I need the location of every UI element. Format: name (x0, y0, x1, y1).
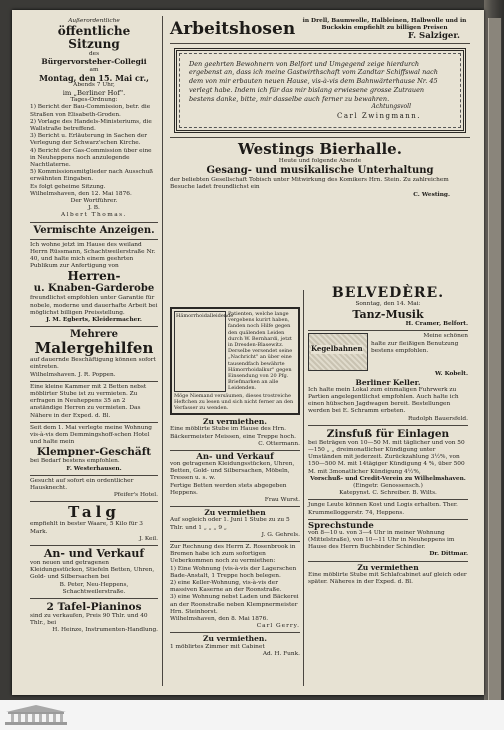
ad-signature: C. Westing. (413, 191, 450, 198)
ad-text: von 8—10 u. von 3—4 Uhr in meiner Wohnung (Mittelstraße), von 10—11 Uhr in Neuheppens im Hause des Herrn Buchbinder Schindler. (308, 529, 455, 551)
ad-title: Gesang- und musikalische Unterhaltung (206, 165, 434, 177)
list-item: Albert Thomas. (61, 212, 127, 219)
ad-label: Hämorrhoidalleidende (174, 311, 226, 392)
ad-text: sind zu verkaufen, Preis 90 Thlr. und 40 Thlr., bei (30, 613, 148, 627)
list-item: Es folgt geheime Sitzung. (30, 183, 106, 190)
divider (308, 561, 468, 562)
ad-signature: Frau Wurst. (264, 497, 300, 504)
ad-title: An- und Verkauf (196, 451, 274, 462)
divider (308, 499, 468, 500)
divider (308, 519, 468, 520)
ad-line: Bürgervorsteher-Collegii (41, 57, 147, 67)
ad-text: Fertige Betten werden stets abgegeben Heppens. (170, 482, 287, 496)
ad-signature: F. Salziger. (407, 31, 460, 42)
divider (170, 506, 300, 507)
divider (170, 450, 300, 451)
divider (30, 422, 158, 423)
list-item: 5) Kommissionsmitglieder nach Ausschuß erwähnten Eingaben. (30, 169, 154, 183)
list-item: Der Wortführer. (70, 197, 118, 204)
list-item: 2) eine Keller-Wohnung, vis-à-vis der massiven Kaserne an der Roonstraße. (170, 579, 282, 594)
ad-text: Patienten, welche lange vergebens kurirt haben, fanden noch Hilfe gegen den quälenden Leiden durch W. Bernhardi, jetzt in Dresden-Blasewitz. Derselbe versendet seine „Nachricht" an über eine tausendfach bewährte Hämorrhoidalkur" gegen Einsendung von 20 Pfg. Briefmarken an alle Leidenden. (228, 311, 293, 392)
list-item: 4) Bericht der Gas-Commission über eine in Neuheppens noch anzulegende Nachtlaterne. (30, 147, 152, 168)
ad-title: 2 Tafel-Pianinos (46, 601, 142, 614)
ad-text: empfiehlt in bester Waare, 5 Kilo für 3 Mark. (30, 521, 143, 535)
ad-signature: Katepynst. C. Schreiber. B. Wilts. (339, 490, 437, 497)
ad-title: Kegelbahnen (311, 344, 363, 354)
ad-title: Herren- (67, 269, 121, 284)
ad-signature: B. Peter, Neu-Heppens, Schachtweilerstraße. (59, 581, 129, 595)
ad-text: Zur Rechnung des Herrn Z. Rosenbrook in Bremen habe ich zum sofortigen Ueberkommen noch zu vermiethen: (170, 543, 296, 565)
ad-text: Junge Leute können Kost und Logis erhalten. Ther. Krummelloggerstr. 74, Heppens. (308, 502, 458, 516)
ad-line: im „Berliner Hof". (62, 89, 126, 97)
ad-text: in Drell, Baumwolle, Halbleinen, Halbwolle und in Buckskin empfiehlt zu billigen Preisen (302, 18, 467, 32)
ad-title: Zu vermiethen. (203, 417, 267, 427)
column-rule (162, 16, 163, 686)
list-item: J. B. (88, 205, 100, 212)
ad-sitzung (30, 18, 158, 104)
ad-title: Klempner-Geschäft (36, 446, 152, 459)
ad-text: freundlichst empfohlen unter Garantie für nobele, moderne und dauerhafte Arbeit bei möglichst billigen Preisstellung. (30, 295, 158, 316)
ad-text: Möge Niemand versäumen, dieses trostreiche Heftchen zu lesen und sich nicht ferner an den Verfasser zu wenden. (174, 392, 294, 412)
ad-text: von neuen und getragenen Kleidungsstücken, Stiefeln Betten, Uhren, Gold- und Silbersachen bei (30, 560, 155, 581)
ad-text: Ich halte mein Lokal zum einmaligen Fuhrwerk zu Partien angelegentlichst empfohlen. Auch halte ich einen hübschen Jagdwagen bereit. Bestellungen werden bei E. Schramm erbeten. (308, 386, 459, 415)
divider (170, 137, 470, 138)
ad-text: der beliebten Gesellschaft Tobisch unter Mitwirkung des Komikers Hrn. Stein. Zu zahlreichem Besuche ladet freundlichst ein (170, 177, 449, 191)
arbeitshosen-ad (170, 18, 470, 41)
column-right (308, 285, 468, 586)
ad-text: 1 möblirtes Zimmer mit Cabinet (170, 643, 265, 650)
ad-title: öffentliche Sitzung (57, 24, 131, 52)
ad-signature: Dr. Dittmar. (429, 551, 468, 558)
ad-signature: J. G. Gehrels. (261, 531, 300, 538)
ad-title: Zu vermiethen (204, 508, 266, 518)
ad-line: Tages-Ordnung: (70, 97, 118, 104)
ad-text: (Eingetr. Genossensch.) (353, 482, 423, 489)
ad-signature: Pfeifer's Hotel. (113, 492, 158, 499)
ad-signature: W. Kobelt. (434, 371, 468, 378)
ad-signature: J. M. Egberts, Kleidermacher. (46, 316, 142, 323)
viewer-footer (0, 700, 504, 730)
ad-title: Zu vermiethen. (203, 634, 267, 644)
notice-box (174, 48, 466, 134)
ad-title: Westings Bierhalle. (238, 140, 402, 159)
notice-greeting: Achtungsvoll (371, 103, 411, 111)
ad-text: bei Beträgen von 10—50 M. mit täglicher und von 50—150 „ „ dreimonatlicher Kündigung unter Umständen mit jederzeit. Zurückzahlung 3½%, von 150—500 M. mit 14tägiger Kündigung 4 %, über 500 M. mit 3monatlicher Kündigung 4½%, (308, 439, 465, 475)
divider (30, 222, 158, 223)
ad-title: Sprechstunde (308, 520, 374, 531)
ad-signature: Ad. H. Funk. (262, 650, 300, 657)
ad-line: am (89, 66, 99, 73)
ad-date: Wilhelmshaven, den 8. Mai 1876. (170, 616, 269, 622)
kegel-ad (308, 333, 468, 371)
ad-signature: F. Westerhausen. (66, 465, 122, 472)
divider (308, 330, 468, 331)
ad-line: Außerordentliche (68, 18, 120, 24)
divider (30, 239, 158, 240)
ad-signature: H. Heinze, Instrumenten-Handlung. (52, 627, 158, 634)
ad-signature: Carl Gerry. (256, 623, 300, 630)
list-item: Wilhelmshaven, den 12. Mai 1876. (30, 190, 132, 197)
list-item: 3) eine Wohnung nebst Laden und Bäckerei an der Roonstraße neben Klempnermeister Hrn. Steinhorst. (170, 594, 299, 615)
divider (170, 541, 300, 542)
ad-title: Zinsfuß für Einlagen (326, 427, 450, 440)
ad-text: auf dauernde Beschäftigung können sofort eintreten. (30, 357, 156, 371)
notice-text: Den geehrten Bewohnern von Belfort und Umgegend zeige hierdurch ergebenst an, dass ich meine Gastwirthschaft vom Zandtar Schiffswal nach dem von mir erbauten neuen Hause, vis-à-vis dem Bahnwärterhause Nr. 45 verlegt habe. Indem ich für das mir bislang erwiesene grosse Zutrauen bestens danke, bitte, mir dasselbe auch ferner zu bewahren. (189, 59, 438, 103)
ad-text: Eine möblirte Stube mit Schlafcabinet auf gleich oder später. Näheres in der Exped. d. Bl. (308, 571, 467, 585)
ad-title: BELVEDÈRE. (331, 285, 445, 301)
column-left (30, 18, 158, 635)
ad-title: Vorschuß- und Credit-Verein zu Wilhelmshaven. (310, 475, 466, 482)
divider (170, 632, 300, 633)
notice-signature: Carl Zwingmann. (337, 112, 421, 121)
list-item: 1) Bericht der Bau-Commission, betr. die Straßen von Elisabeth-Groden. (30, 104, 151, 118)
ad-signature: C. Ottermann. (258, 440, 300, 447)
ad-text: Sonntag, den 14. Mai: (355, 301, 421, 307)
ad-text: halte zur fleißigen Benutzung bestens empfohlen. (371, 340, 459, 354)
ad-title: Malergehilfen (34, 339, 154, 358)
ad-text: Seit dem 1. Mai verlegte meine Wohnung vis-à-vis dem Demmingshoff-schen Hotel und halte mein (30, 424, 152, 446)
ad-title: Berliner Keller. (355, 377, 421, 387)
ad-text: von getragenen Kleidungsstücken, Uhren, Betten, Gold- und Silbersachen, Möbeln, Tressen u. s. w. (170, 461, 295, 482)
ad-text: Meine schönen (423, 333, 468, 340)
bowling-alley-illustration (308, 333, 368, 371)
ad-text: Heute und folgende Abende (278, 158, 362, 165)
divider (30, 381, 158, 382)
top-right-block (170, 18, 470, 199)
ad-line: Abends 7 Uhr, (73, 81, 115, 88)
ad-title: Talg (68, 503, 120, 522)
column-rule (303, 290, 304, 686)
ad-title: An- und Verkauf (43, 547, 145, 561)
divider (30, 501, 158, 502)
ad-text: bei Bedarf bestens empfohlen. (30, 458, 120, 465)
ad-title: Mehrere (70, 329, 118, 341)
divider (308, 425, 468, 426)
ad-signature: J. Keil. (139, 535, 158, 542)
section-title: Vermischte Anzeigen. (33, 224, 155, 236)
column-middle (170, 307, 300, 658)
ad-title: Tanz-Musik (352, 308, 424, 322)
divider (30, 545, 158, 546)
divider (30, 326, 158, 327)
ad-text: Eine kleine Kammer mit 2 Betten nebst möblirter Stube ist zu vermieten. Zu erfragen in Neuheppens 35 an 2 anständige Herren zu vermieten. Das Nähere in der Exped. d. Bl. (30, 383, 147, 419)
newspaper-page (12, 10, 484, 695)
tagesordnung-list (30, 104, 158, 219)
ad-title: Arbeitshosen (170, 19, 296, 40)
divider (30, 475, 158, 476)
divider (170, 43, 470, 44)
list-item: 3) Bericht u. Erläuterung in Sachen der Verlegung der Schwarz'schen Kirche. (30, 133, 148, 147)
ad-text: Gesucht auf sofort ein ordentlicher Hausknecht. (30, 477, 134, 492)
ad-title: Zu vermiethen (357, 562, 419, 572)
hemorrhoid-ad (170, 307, 300, 415)
binding-strip (488, 18, 502, 708)
ad-text: Auf sogleich oder 1. Juni 1 Stube zu zu 5 Thlr. und 1 „ „ „ 9 „ (170, 517, 290, 531)
divider (30, 598, 158, 599)
ad-line: des (88, 51, 100, 58)
library-building-icon (4, 704, 68, 726)
ad-text: Ich wohne jetzt im Hause des weiland Herrn Rüssmann, Schachtweilerstraße Nr. 40, und halte mich einem geehrten Publikum zur Anfertigung von (30, 241, 156, 270)
list-item: 1) Eine Wohnung (vis-à-vis der Lagerschen Bade-Anstalt, 1 Treppe hoch belegen. (170, 565, 297, 579)
ad-signature: Rudolph Bauersfeld. (407, 415, 468, 422)
ad-title: u. Knaben-Garderobe (33, 283, 155, 295)
ad-line: Montag, den 15. Mai cr., (39, 72, 149, 83)
list-item: 2) Vorlage des Handels-Ministeriums, die Wallstraße betreffend. (30, 118, 152, 132)
ad-signature: H. Cramer, Belfort. (405, 321, 468, 328)
book-binding (484, 0, 504, 730)
ad-signature: Wilhelmshaven. J. R. Poppen. (30, 371, 116, 378)
ad-text: Eine möblirte Stube im Hause des Hrn. Bäckermeister Meissen, eine Treppe hoch. (170, 426, 296, 440)
